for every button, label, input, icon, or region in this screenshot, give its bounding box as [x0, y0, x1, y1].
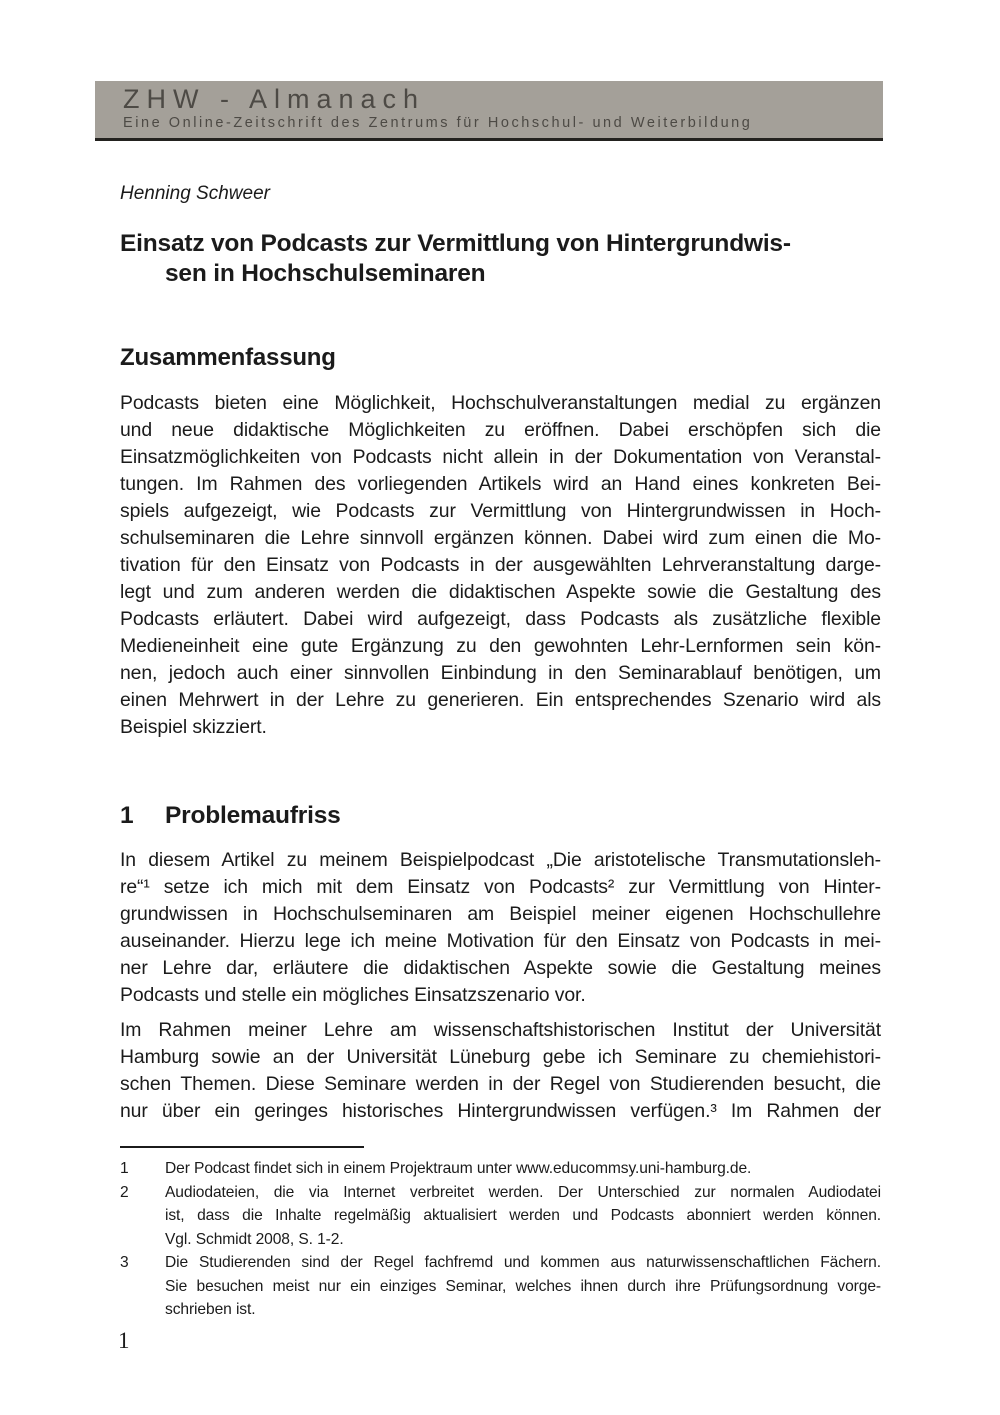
text-line: tungen. Im Rahmen des vorliegenden Artikels wird an Hand eines konkreten Bei- [120, 473, 881, 495]
text-line: Podcasts und stelle ein mögliches Einsatzszenario vor. [120, 984, 586, 1006]
text-line: schen Themen. Diese Seminare werden in der Regel von Studierenden besucht, die [120, 1073, 881, 1095]
footnote-number: 3 [120, 1254, 129, 1271]
footnote-line: Der Podcast findet sich in einem Projektraum unter www.educommsy.uni-hamburg.de. [165, 1160, 752, 1177]
footnotes [120, 1157, 881, 1322]
footnote [120, 1251, 881, 1322]
footnote [120, 1157, 881, 1181]
footnote-number: 2 [120, 1183, 129, 1201]
text-line: Podcasts erläutert. Dabei wird aufgezeigt, dass Podcasts als zusätzliche flexible [120, 608, 881, 630]
footnote-line: Vgl. Schmidt 2008, S. 1-2. [165, 1230, 344, 1248]
author-name: Henning Schweer [120, 183, 270, 204]
journal-title: ZHW - Almanach [123, 84, 426, 114]
page-number: 1 [118, 1328, 130, 1353]
footnote-line: Die Studierenden sind der Regel fachfremd und kommen aus naturwissenschaftlichen Fächern. [165, 1254, 881, 1271]
article-title [120, 229, 900, 289]
article-title-line-2: sen in Hochschulseminaren [165, 260, 486, 287]
text-line: Einsatzmöglichkeiten von Podcasts nicht allein in der Dokumentation von Veranstal- [120, 446, 881, 468]
abstract-heading: Zusammenfassung [120, 344, 336, 371]
text-line: Podcasts bieten eine Möglichkeit, Hochschulveranstaltungen medial zu ergänzen [120, 392, 881, 414]
text-line: spiels aufgezeigt, wie Podcasts zur Vermittlung von Hintergrundwissen in Hoch- [120, 500, 881, 522]
text-line: und neue didaktische Möglichkeiten zu eröffnen. Dabei erschöpfen sich die [120, 419, 881, 441]
text-line: Im Rahmen meiner Lehre am wissenschaftshistorischen Institut der Universität [120, 1019, 881, 1041]
abstract-paragraph [120, 390, 881, 741]
paragraph [120, 847, 881, 1009]
text-line: re“¹ setze ich mich mit dem Einsatz von Podcasts² zur Vermittlung von Hinter- [120, 876, 881, 898]
text-line: In diesem Artikel zu meinem Beispielpodcast „Die aristotelische Transmutationsleh- [120, 849, 881, 871]
section-number: 1 [120, 802, 134, 829]
text-line: grundwissen in Hochschulseminaren am Beispiel meiner eigenen Hochschullehre [120, 903, 881, 925]
journal-banner [95, 81, 883, 141]
footnote-text [165, 1251, 881, 1322]
text-line: nen, jedoch auch einer sinnvollen Einbindung in den Seminarablauf benötigen, um [120, 662, 881, 684]
section-heading [120, 802, 341, 830]
text-line: schulseminaren die Lehre sinnvoll ergänzen können. Dabei wird zum einen die Mo- [120, 527, 881, 549]
footnote-line: Sie besuchen meist nur ein einziges Seminar, welches ihnen durch ihre Prüfungsordnung vorge- [165, 1277, 881, 1295]
footnote-line: ist, dass die Inhalte regelmäßig aktualisiert werden und Podcasts abonniert werden können. [165, 1207, 881, 1224]
section-title: Problemaufriss [165, 802, 341, 829]
text-line: Hamburg sowie an der Universität Lüneburg gebe ich Seminare zu chemiehistori- [120, 1046, 881, 1068]
text-line: nur über ein geringes historisches Hintergrundwissen verfügen.³ Im Rahmen der [120, 1100, 881, 1122]
footnote-text [165, 1181, 881, 1252]
article-title-line-1: Einsatz von Podcasts zur Vermittlung von Hintergrundwis- [120, 230, 791, 257]
text-line: tivation für den Einsatz von Podcasts in der ausgewählten Lehrveranstaltung darge- [120, 554, 881, 576]
text-line: ner Lehre dar, erläutere die didaktischen Aspekte sowie die Gestaltung meines [120, 957, 881, 979]
footnote-separator [120, 1146, 364, 1148]
footnote-line: schrieben ist. [165, 1301, 256, 1318]
text-line: Beispiel skizziert. [120, 716, 267, 738]
text-line: einen Mehrwert in der Lehre zu generieren. Ein entsprechendes Szenario wird als [120, 689, 881, 711]
footnote-number: 1 [120, 1160, 129, 1177]
footnote [120, 1181, 881, 1252]
text-line: Medieneinheit eine gute Ergänzung zu den gewohnten Lehr-Lernformen sein kön- [120, 635, 881, 657]
footnote-text [165, 1157, 881, 1181]
text-line: auseinander. Hierzu lege ich meine Motivation für den Einsatz von Podcasts in mei- [120, 930, 881, 952]
footnote-line: Audiodateien, die via Internet verbreitet werden. Der Unterschied zur normalen Audiodatei [165, 1183, 881, 1201]
text-line: legt und zum anderen werden die didaktischen Aspekte sowie die Gestaltung des [120, 581, 881, 603]
paragraph [120, 1017, 881, 1125]
journal-subtitle: Eine Online-Zeitschrift des Zentrums für Hochschul- und Weiterbildung [123, 115, 753, 131]
